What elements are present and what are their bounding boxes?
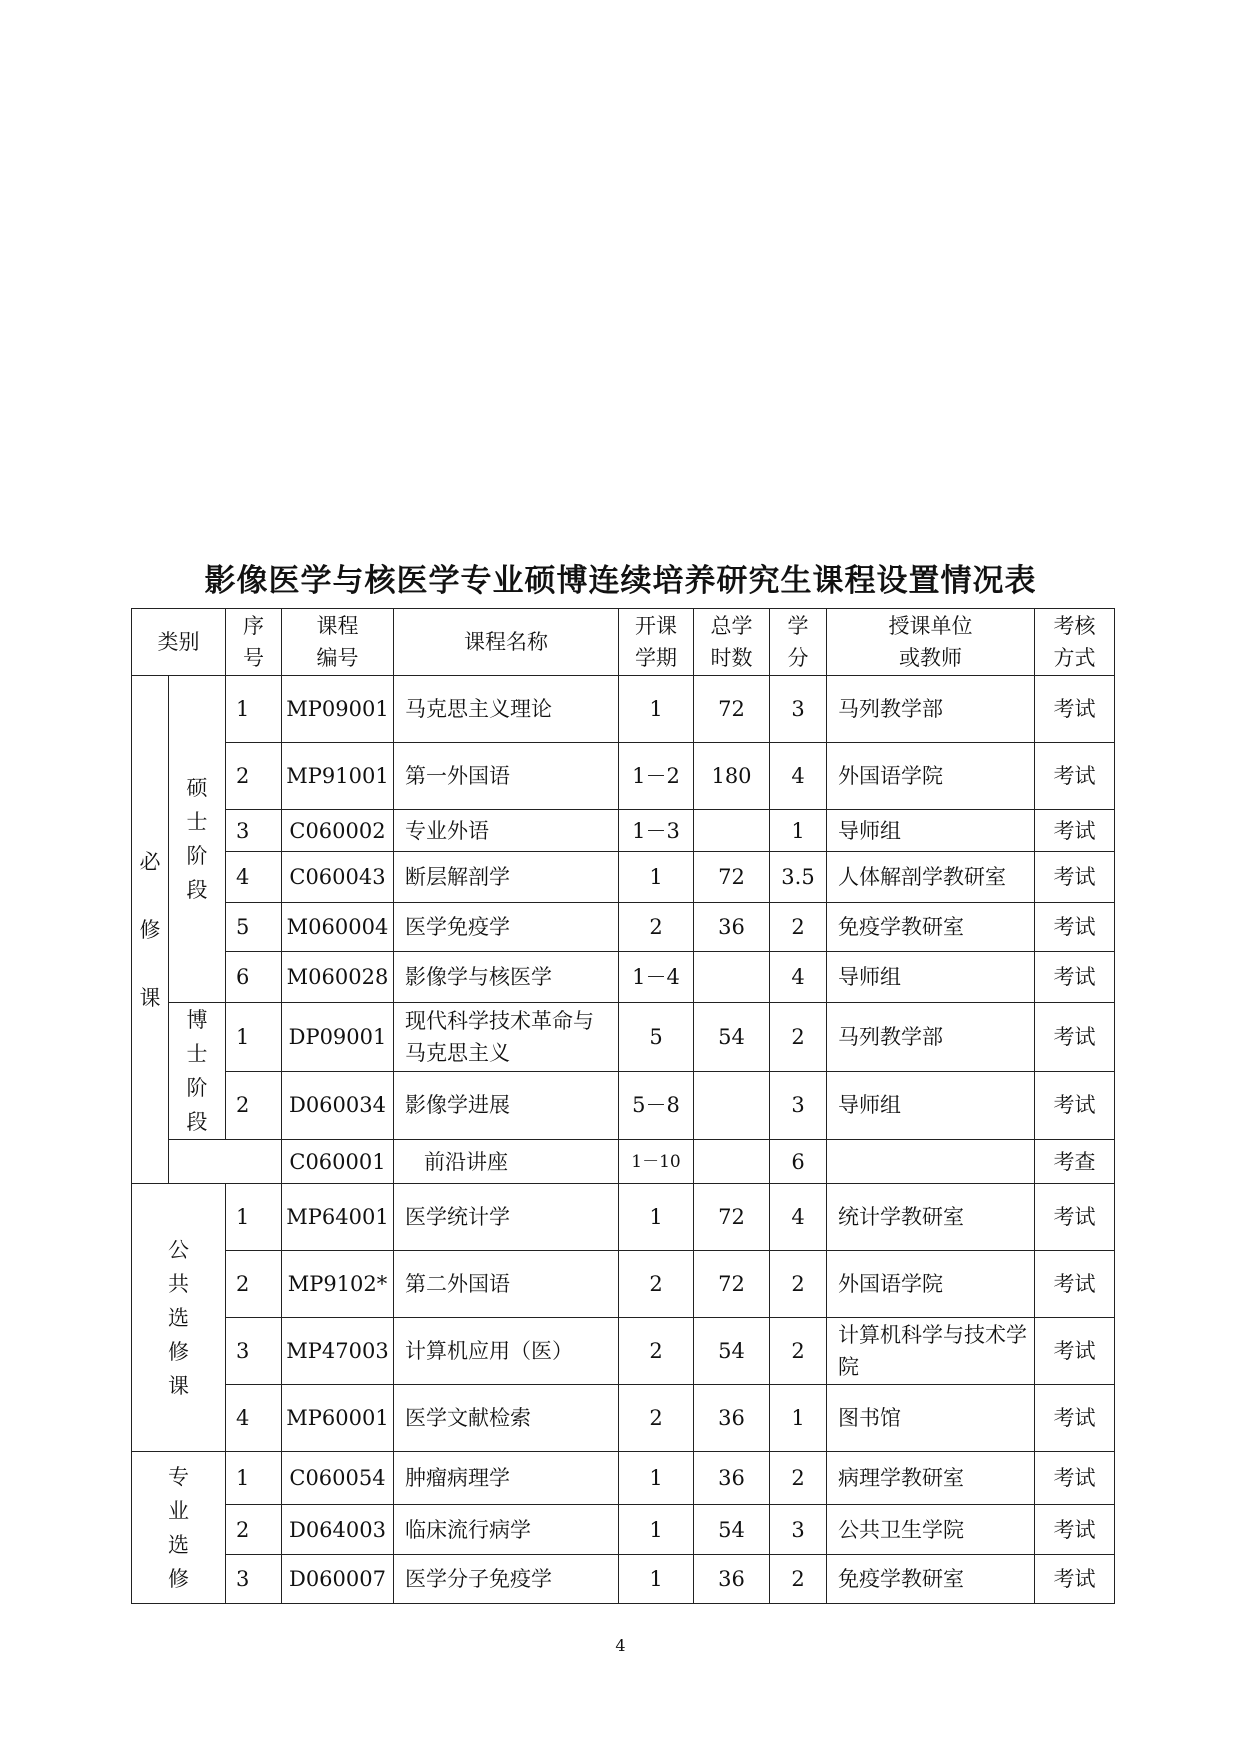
table-row — [132, 1003, 1115, 1072]
cell-code: C060043 — [282, 852, 394, 903]
cell-semester: 1－2 — [619, 743, 694, 810]
table-row — [132, 676, 1115, 743]
cell-semester: 2 — [619, 1385, 694, 1452]
cell-name: 医学免疫学 — [394, 903, 619, 952]
cell-seq: 1 — [226, 1452, 282, 1505]
cell-semester: 2 — [619, 1318, 694, 1385]
cell-name: 专业外语 — [394, 810, 619, 852]
cell-teacher: 马列教学部 — [827, 1003, 1035, 1072]
header-exam: 考核 方式 — [1035, 609, 1115, 676]
cell-teacher: 计算机科学与技术学院 — [827, 1318, 1035, 1385]
cell-credits: 1 — [770, 1385, 827, 1452]
cell-seq: 1 — [226, 1003, 282, 1072]
cell-teacher: 统计学教研室 — [827, 1184, 1035, 1251]
cell-hours — [694, 952, 770, 1003]
table-row — [132, 1452, 1115, 1505]
cell-exam: 考试 — [1035, 852, 1115, 903]
cell-teacher — [827, 1140, 1035, 1184]
cell-credits: 3.5 — [770, 852, 827, 903]
cell-hours: 180 — [694, 743, 770, 810]
cell-semester: 1 — [619, 1452, 694, 1505]
cell-seq: 2 — [226, 1251, 282, 1318]
cell-seq: 3 — [226, 1318, 282, 1385]
cell-hours: 36 — [694, 1555, 770, 1604]
cell-code: C060054 — [282, 1452, 394, 1505]
cell-exam: 考试 — [1035, 1385, 1115, 1452]
header-semester: 开课 学期 — [619, 609, 694, 676]
cell-exam: 考试 — [1035, 1452, 1115, 1505]
cell-exam: 考试 — [1035, 1251, 1115, 1318]
cell-credits: 4 — [770, 743, 827, 810]
table-row — [132, 1385, 1115, 1452]
table-row — [132, 852, 1115, 903]
page-title: 影像医学与核医学专业硕博连续培养研究生课程设置情况表 — [204, 563, 1037, 599]
cell-hours: 72 — [694, 852, 770, 903]
group-doctoral: 博 士 阶 段 — [169, 1003, 226, 1140]
group-masters: 硕 士 阶 段 — [169, 676, 226, 1003]
cell-seq: 2 — [226, 1505, 282, 1555]
cell-teacher: 外国语学院 — [827, 743, 1035, 810]
cell-code: M060004 — [282, 903, 394, 952]
header-code: 课程 编号 — [282, 609, 394, 676]
cell-semester: 1－3 — [619, 810, 694, 852]
cell-credits: 3 — [770, 1505, 827, 1555]
cell-seq: 3 — [226, 810, 282, 852]
cell-credits: 2 — [770, 1555, 827, 1604]
cell-semester: 5 — [619, 1003, 694, 1072]
table-row — [132, 810, 1115, 852]
cell-exam: 考试 — [1035, 1071, 1115, 1140]
cell-seq: 1 — [226, 676, 282, 743]
cell-seq: 2 — [226, 743, 282, 810]
cell-credits: 6 — [770, 1140, 827, 1184]
cell-semester: 1 — [619, 1555, 694, 1604]
cell-credits: 1 — [770, 810, 827, 852]
cell-hours: 72 — [694, 1251, 770, 1318]
cell-code: C060002 — [282, 810, 394, 852]
cell-teacher: 人体解剖学教研室 — [827, 852, 1035, 903]
header-teacher: 授课单位 或教师 — [827, 609, 1035, 676]
group-public-elective: 公 共 选 修 课 — [132, 1184, 226, 1452]
cell-name: 医学分子免疫学 — [394, 1555, 619, 1604]
cell-name: 肿瘤病理学 — [394, 1452, 619, 1505]
cell-exam: 考试 — [1035, 676, 1115, 743]
cell-code: MP60001 — [282, 1385, 394, 1452]
cell-semester: 2 — [619, 1251, 694, 1318]
table-row — [132, 1251, 1115, 1318]
cell-hours — [694, 1140, 770, 1184]
cell-teacher: 外国语学院 — [827, 1251, 1035, 1318]
table-row — [132, 743, 1115, 810]
cell-hours — [694, 810, 770, 852]
cell-seq: 5 — [226, 903, 282, 952]
cell-seq: 1 — [226, 1184, 282, 1251]
cell-exam: 考试 — [1035, 952, 1115, 1003]
cell-exam: 考查 — [1035, 1140, 1115, 1184]
cell-teacher: 病理学教研室 — [827, 1452, 1035, 1505]
cell-name: 现代科学技术革命与马克思主义 — [394, 1003, 619, 1072]
cell-hours: 36 — [694, 903, 770, 952]
cell-code: MP91001 — [282, 743, 394, 810]
cell-credits: 3 — [770, 676, 827, 743]
cell-semester: 1－4 — [619, 952, 694, 1003]
cell-semester: 1 — [619, 1505, 694, 1555]
cell-credits: 2 — [770, 903, 827, 952]
table-row — [132, 1071, 1115, 1140]
cell-semester: 1－10 — [619, 1140, 694, 1184]
cell-teacher: 公共卫生学院 — [827, 1505, 1035, 1555]
cell-exam: 考试 — [1035, 1555, 1115, 1604]
cell-credits: 2 — [770, 1452, 827, 1505]
cell-code: DP09001 — [282, 1003, 394, 1072]
header-name: 课程名称 — [394, 609, 619, 676]
cell-code: M060028 — [282, 952, 394, 1003]
cell-credits: 2 — [770, 1318, 827, 1385]
table-row — [132, 1318, 1115, 1385]
cell-seq: 4 — [226, 852, 282, 903]
cell-seq: 4 — [226, 1385, 282, 1452]
table-row — [132, 1184, 1115, 1251]
cell-credits: 2 — [770, 1251, 827, 1318]
cell-teacher: 免疫学教研室 — [827, 1555, 1035, 1604]
page-number: 4 — [615, 1636, 626, 1655]
cell-semester: 1 — [619, 676, 694, 743]
cell-exam: 考试 — [1035, 1505, 1115, 1555]
group-required: 必 修 课 — [132, 676, 169, 1184]
cell-teacher: 导师组 — [827, 952, 1035, 1003]
header-credits: 学 分 — [770, 609, 827, 676]
cell-exam: 考试 — [1035, 1003, 1115, 1072]
cell-code: MP09001 — [282, 676, 394, 743]
cell-semester: 5－8 — [619, 1071, 694, 1140]
cell-name: 影像学与核医学 — [394, 952, 619, 1003]
cell-exam: 考试 — [1035, 1318, 1115, 1385]
table-row — [132, 1140, 1115, 1184]
cell-hours: 72 — [694, 676, 770, 743]
cell-credits: 4 — [770, 1184, 827, 1251]
cell-code: MP47003 — [282, 1318, 394, 1385]
cell-seq: 6 — [226, 952, 282, 1003]
cell-teacher: 导师组 — [827, 1071, 1035, 1140]
cell-hours: 72 — [694, 1184, 770, 1251]
cell-code: D060007 — [282, 1555, 394, 1604]
cell-semester: 2 — [619, 903, 694, 952]
cell-hours: 36 — [694, 1385, 770, 1452]
cell-seq: 2 — [226, 1071, 282, 1140]
table-row — [132, 1505, 1115, 1555]
cell-seq: 3 — [226, 1555, 282, 1604]
table-row — [132, 952, 1115, 1003]
cell-hours — [694, 1071, 770, 1140]
cell-teacher: 免疫学教研室 — [827, 903, 1035, 952]
cell-name: 医学文献检索 — [394, 1385, 619, 1452]
cell-seq — [169, 1140, 282, 1184]
cell-name: 第二外国语 — [394, 1251, 619, 1318]
cell-name: 计算机应用（医） — [394, 1318, 619, 1385]
cell-name: 影像学进展 — [394, 1071, 619, 1140]
cell-teacher: 马列教学部 — [827, 676, 1035, 743]
cell-name: 断层解剖学 — [394, 852, 619, 903]
cell-credits: 3 — [770, 1071, 827, 1140]
table-row — [132, 903, 1115, 952]
cell-name: 马克思主义理论 — [394, 676, 619, 743]
cell-exam: 考试 — [1035, 903, 1115, 952]
cell-code: MP64001 — [282, 1184, 394, 1251]
course-table — [131, 608, 1115, 1604]
cell-name: 第一外国语 — [394, 743, 619, 810]
cell-code: C060001 — [282, 1140, 394, 1184]
cell-name: 前沿讲座 — [394, 1140, 619, 1184]
cell-exam: 考试 — [1035, 1184, 1115, 1251]
cell-semester: 1 — [619, 1184, 694, 1251]
cell-teacher: 图书馆 — [827, 1385, 1035, 1452]
cell-code: D064003 — [282, 1505, 394, 1555]
cell-credits: 2 — [770, 1003, 827, 1072]
header-seq: 序 号 — [226, 609, 282, 676]
cell-teacher: 导师组 — [827, 810, 1035, 852]
header-row — [132, 609, 1115, 676]
cell-code: D060034 — [282, 1071, 394, 1140]
group-major-elective: 专 业 选 修 — [132, 1452, 226, 1604]
cell-credits: 4 — [770, 952, 827, 1003]
cell-code: MP9102* — [282, 1251, 394, 1318]
table-row — [132, 1555, 1115, 1604]
cell-hours: 36 — [694, 1452, 770, 1505]
cell-hours: 54 — [694, 1505, 770, 1555]
cell-name: 医学统计学 — [394, 1184, 619, 1251]
cell-exam: 考试 — [1035, 810, 1115, 852]
cell-hours: 54 — [694, 1003, 770, 1072]
header-category: 类别 — [132, 609, 226, 676]
cell-name: 临床流行病学 — [394, 1505, 619, 1555]
cell-semester: 1 — [619, 852, 694, 903]
cell-hours: 54 — [694, 1318, 770, 1385]
header-hours: 总学 时数 — [694, 609, 770, 676]
cell-exam: 考试 — [1035, 743, 1115, 810]
